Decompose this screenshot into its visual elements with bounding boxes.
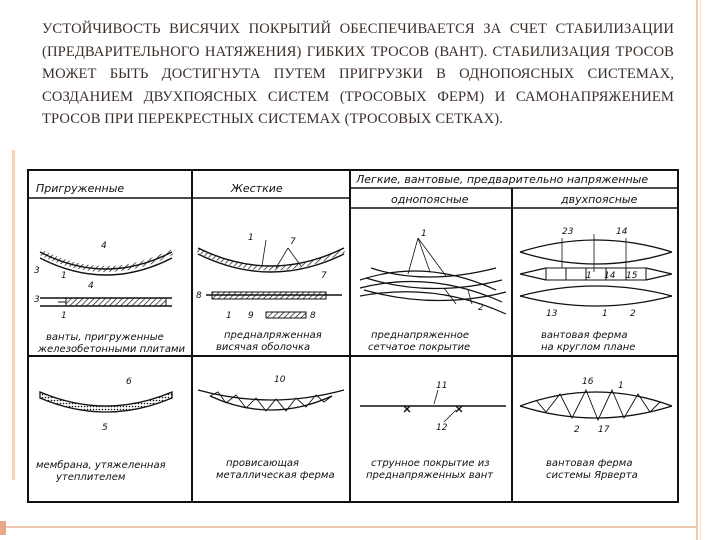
num-3b: 3 <box>34 295 40 305</box>
num-3a: 3 <box>34 266 40 276</box>
num-1g: 1 <box>602 309 608 319</box>
diagram-string-cover <box>360 390 506 422</box>
header-loaded: Пригруженные <box>36 182 125 195</box>
caption-r2c3-b: преднапряженных вант <box>366 470 494 481</box>
caption-r1c2-a: предналряженная <box>224 330 322 341</box>
slide-frame-right <box>696 0 698 540</box>
slide-frame-bottom <box>0 526 696 528</box>
num-8b: 8 <box>310 311 316 321</box>
num-14a: 14 <box>616 227 628 237</box>
diagram-sagging-truss <box>198 390 344 411</box>
num-12: 12 <box>436 423 448 433</box>
slide-frame-right-inner <box>700 0 701 540</box>
num-4a: 4 <box>101 241 107 251</box>
num-10: 10 <box>274 375 286 385</box>
num-8a: 8 <box>196 291 202 301</box>
diagram-membrane <box>40 392 172 412</box>
num-2b: 2 <box>630 309 636 319</box>
caption-r2c1-a: мембрана, утяжеленная <box>36 460 166 471</box>
diagram-loaded-plates <box>40 252 172 306</box>
header-light: Легкие, вантовые, предварительно напряженные <box>356 173 649 186</box>
caption-r2c2-a: провисающая <box>226 458 300 469</box>
num-7a: 7 <box>290 237 296 247</box>
num-7b: 7 <box>321 271 327 281</box>
header-double: двухпоясные <box>561 193 638 206</box>
caption-r1c1-a: ванты, пригруженные <box>46 332 164 343</box>
num-1f: 1 <box>586 271 592 281</box>
num-16: 16 <box>582 377 594 387</box>
caption-r1c4-b: на круглом плане <box>541 342 636 353</box>
diagram-prestressed-net <box>360 238 506 314</box>
caption-r2c1-b: утеплителем <box>56 472 126 483</box>
num-1a: 1 <box>61 271 67 281</box>
num-1e: 1 <box>421 229 427 239</box>
header-rigid: Жесткие <box>231 182 283 195</box>
caption-r2c3-a: струнное покрытие из <box>371 458 490 469</box>
diagram-jawerth-truss <box>520 390 672 420</box>
num-1b: 1 <box>61 311 67 321</box>
diagram-cable-truss-round <box>520 234 672 306</box>
num-5: 5 <box>102 423 108 433</box>
header-single: однопоясные <box>391 193 469 206</box>
caption-r1c3-a: преднапряженное <box>371 330 470 341</box>
slide-heading: УСТОЙЧИВОСТЬ ВИСЯЧИХ ПОКРЫТИЙ ОБЕСПЕЧИВАЕТСЯ ЗА СЧЕТ СТАБИЛИЗАЦИИ (ПРЕДВАРИТЕЛЬНОГО НАТЯЖЕНИЯ) ГИБКИХ ТРОСОВ (ВАНТ). СТАБИЛИЗАЦИЯ ТРОСОВ МОЖЕТ БЫТЬ ДОСТИГНУТА ПУТЕМ ПРИГРУЗКИ В ОДНОПОЯСНЫХ СИСТЕМАХ, СОЗДАНИЕМ ДВУХПОЯСНЫХ СИСТЕМ (ТРОСОВЫХ ФЕРМ) И САМОНАПРЯЖЕНИЕМ ТРОСОВ ПРИ ПЕРЕКРЕСТНЫХ СИСТЕМАХ (ТРОСОВЫХ СЕТКАХ). <box>42 21 674 128</box>
num-1c: 1 <box>248 233 254 243</box>
num-17: 17 <box>598 425 610 435</box>
caption-r2c4-a: вантовая ферма <box>546 458 633 469</box>
slide-frame-left-bar <box>12 150 15 480</box>
num-14b: 14 <box>604 271 616 281</box>
caption-r2c4-b: системы Ярверта <box>546 470 638 481</box>
num-1d: 1 <box>226 311 232 321</box>
num-23: 23 <box>562 227 574 237</box>
cable-systems-figure <box>26 168 680 506</box>
caption-r1c1-b: железобетонными плитами <box>38 344 186 355</box>
num-2a: 2 <box>478 303 484 313</box>
num-1h: 1 <box>618 381 624 391</box>
caption-r1c2-b: висячая оболочка <box>216 342 311 353</box>
caption-r2c2-b: металлическая ферма <box>216 470 335 481</box>
num-13: 13 <box>546 309 558 319</box>
num-9: 9 <box>248 311 254 321</box>
num-4b: 4 <box>88 281 94 291</box>
num-11: 11 <box>436 381 448 391</box>
num-2c: 2 <box>574 425 580 435</box>
caption-r1c4-a: вантовая ферма <box>541 330 628 341</box>
slide-frame-corner <box>0 521 6 535</box>
num-6: 6 <box>126 377 132 387</box>
caption-r1c3-b: сетчатое покрытие <box>368 342 471 353</box>
num-15: 15 <box>626 271 638 281</box>
